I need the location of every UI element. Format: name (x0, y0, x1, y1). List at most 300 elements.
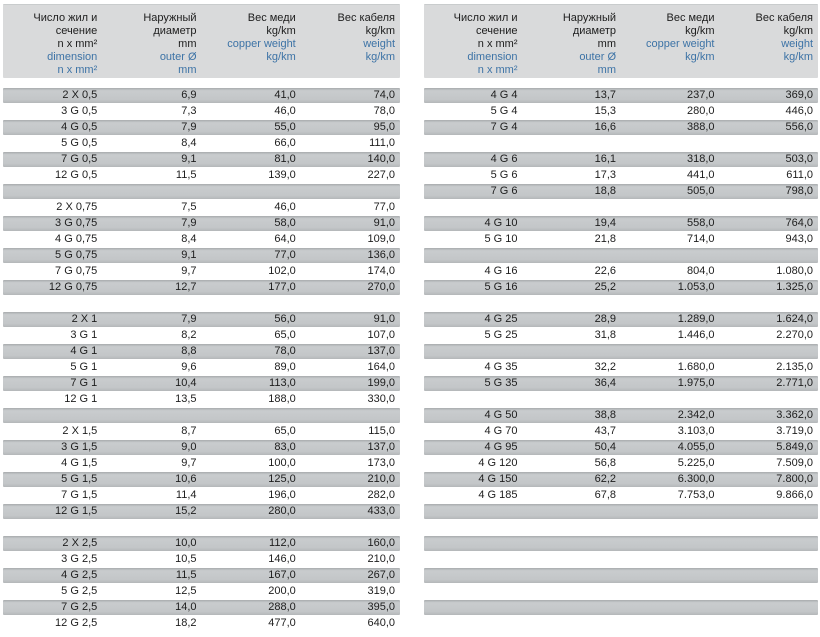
header-label-translation: n x mm² (57, 64, 98, 76)
cell-copper-weight: 77,0 (274, 249, 296, 261)
header-label: Число жил и (453, 12, 518, 24)
cell-outer-diameter: 8,7 (181, 425, 197, 437)
cell-outer-diameter: 16,1 (594, 153, 616, 165)
cell-dimension: 5 G 6 (490, 169, 518, 181)
table-row (3, 392, 400, 407)
cell-outer-diameter: 9,1 (181, 153, 197, 165)
cell-outer-diameter: 38,8 (594, 409, 616, 421)
cell-outer-diameter: 9,7 (181, 457, 197, 469)
cell-copper-weight: 64,0 (274, 233, 296, 245)
cell-copper-weight: 65,0 (274, 329, 296, 341)
header-label-translation: kg/km (365, 51, 395, 63)
cell-copper-weight: 112,0 (269, 537, 296, 549)
cell-copper-weight: 1.446,0 (677, 329, 715, 341)
cell-dimension: 2 X 2,5 (62, 537, 98, 549)
column-header-outer-diameter (523, 12, 622, 78)
cell-cable-weight: 74,0 (373, 89, 395, 101)
cell-cable-weight: 137,0 (367, 345, 395, 357)
cell-copper-weight: 2.342,0 (677, 409, 715, 421)
header-label-translation: kg/km (783, 51, 813, 63)
table-row (3, 88, 400, 103)
cell-outer-diameter: 9,1 (181, 249, 197, 261)
header-label: диаметр (572, 25, 616, 37)
cell-copper-weight: 280,0 (686, 105, 715, 117)
header-label: n x mm² (477, 38, 518, 50)
cell-cable-weight: 9.866,0 (776, 489, 813, 501)
cell-cable-weight: 556,0 (785, 121, 813, 133)
cell-dimension: 5 G 0,75 (55, 249, 98, 261)
cell-dimension: 4 G 10 (484, 217, 518, 229)
cell-copper-weight: 200,0 (268, 585, 296, 597)
spacer-row (424, 568, 818, 583)
cell-dimension: 5 G 0,5 (61, 137, 98, 149)
cable-spec-table-right (424, 4, 818, 632)
cell-cable-weight: 369,0 (785, 89, 813, 101)
table-row (3, 456, 400, 471)
cell-cable-weight: 640,0 (367, 617, 395, 629)
cell-dimension: 4 G 25 (484, 313, 518, 325)
cell-copper-weight: 505,0 (686, 185, 715, 197)
table-row (3, 616, 400, 631)
cell-cable-weight: 7.800,0 (776, 473, 813, 485)
cell-copper-weight: 58,0 (274, 217, 296, 229)
table-header (424, 4, 818, 78)
cell-dimension: 4 G 35 (484, 361, 518, 373)
table-row (424, 264, 818, 279)
column-header-copper-weight (202, 12, 301, 78)
cell-outer-diameter: 7,9 (181, 217, 197, 229)
header-label-translation: weight (363, 38, 395, 50)
cell-cable-weight: 137,0 (367, 441, 395, 453)
cell-copper-weight: 5.225,0 (677, 457, 715, 469)
spacer-row (3, 520, 400, 535)
cell-copper-weight: 318,0 (686, 153, 715, 165)
cell-cable-weight: 91,0 (373, 217, 395, 229)
table-row (3, 600, 400, 615)
cell-outer-diameter: 18,2 (175, 617, 197, 629)
cell-copper-weight: 83,0 (274, 441, 296, 453)
cell-dimension: 3 G 0,5 (61, 105, 98, 117)
cell-outer-diameter: 8,4 (181, 137, 197, 149)
cell-outer-diameter: 21,8 (594, 233, 616, 245)
cell-outer-diameter: 15,2 (175, 505, 197, 517)
cell-cable-weight: 943,0 (785, 233, 813, 245)
cell-outer-diameter: 19,4 (594, 217, 616, 229)
spacer-row (3, 408, 400, 423)
table-row (424, 232, 818, 247)
cell-copper-weight: 1.053,0 (677, 281, 715, 293)
spacer-row (3, 184, 400, 199)
cell-cable-weight: 107,0 (367, 329, 395, 341)
header-label-translation: kg/km (266, 51, 296, 63)
table-row (3, 280, 400, 295)
table-row (3, 152, 400, 167)
cell-outer-diameter: 6,9 (181, 89, 197, 101)
column-header-dimension (424, 12, 523, 78)
cell-cable-weight: 5.849,0 (776, 441, 813, 453)
cell-outer-diameter: 13,7 (594, 89, 616, 101)
column-header-cable-weight (720, 12, 819, 78)
cell-cable-weight: 199,0 (367, 377, 395, 389)
cell-outer-diameter: 9,7 (181, 265, 197, 277)
cell-cable-weight: 2.771,0 (776, 377, 813, 389)
cell-cable-weight: 2.135,0 (776, 361, 813, 373)
header-label: Наружный (562, 12, 616, 24)
cell-cable-weight: 140,0 (367, 153, 395, 165)
spacer-row (424, 616, 818, 631)
table-row (424, 280, 818, 295)
cell-outer-diameter: 28,9 (594, 313, 616, 325)
table-row (3, 424, 400, 439)
cell-cable-weight: 109,0 (367, 233, 395, 245)
table-row (424, 328, 818, 343)
table-row (3, 360, 400, 375)
cell-cable-weight: 1.080,0 (776, 265, 813, 277)
table-row (424, 168, 818, 183)
table-row (3, 248, 400, 263)
cell-dimension: 2 X 0,75 (56, 201, 98, 213)
cell-cable-weight: 2.270,0 (776, 329, 813, 341)
cell-dimension: 7 G 0,5 (61, 153, 98, 165)
cell-outer-diameter: 62,2 (594, 473, 616, 485)
cell-dimension: 5 G 1 (70, 361, 98, 373)
table-row (3, 120, 400, 135)
table-row (3, 232, 400, 247)
cell-outer-diameter: 22,6 (594, 265, 616, 277)
cell-copper-weight: 78,0 (274, 345, 296, 357)
cell-outer-diameter: 17,3 (594, 169, 616, 181)
cell-dimension: 12 G 1,5 (55, 505, 98, 517)
header-label: Вес кабеля (337, 12, 395, 24)
cell-copper-weight: 66,0 (274, 137, 296, 149)
table-row (3, 472, 400, 487)
cell-dimension: 5 G 35 (484, 377, 518, 389)
spacer-row (424, 600, 818, 615)
header-label: Вес меди (666, 12, 715, 24)
cell-cable-weight: 611,0 (786, 169, 813, 181)
cell-outer-diameter: 32,2 (594, 361, 616, 373)
spacer-row (424, 344, 818, 359)
cell-outer-diameter: 18,8 (594, 185, 616, 197)
cell-copper-weight: 288,0 (268, 601, 296, 613)
cell-copper-weight: 46,0 (274, 201, 296, 213)
cell-dimension: 4 G 0,75 (55, 233, 98, 245)
table-body (3, 88, 400, 631)
cell-outer-diameter: 10,0 (175, 537, 197, 549)
header-label-translation: mm (597, 64, 616, 76)
cell-copper-weight: 1.289,0 (677, 313, 715, 325)
cell-dimension: 4 G 2,5 (61, 569, 98, 581)
cell-copper-weight: 441,0 (686, 169, 715, 181)
cell-cable-weight: 136,0 (367, 249, 395, 261)
cell-cable-weight: 1.325,0 (776, 281, 813, 293)
cell-cable-weight: 95,0 (373, 121, 395, 133)
cell-cable-weight: 164,0 (367, 361, 395, 373)
spacer-row (424, 536, 818, 551)
cell-dimension: 3 G 1,5 (61, 441, 98, 453)
cell-cable-weight: 395,0 (367, 601, 395, 613)
cell-cable-weight: 115,0 (368, 425, 395, 437)
cell-dimension: 5 G 4 (490, 105, 518, 117)
table-row (3, 168, 400, 183)
cell-dimension: 7 G 0,75 (55, 265, 98, 277)
table-row (3, 584, 400, 599)
table-row (424, 408, 818, 423)
table-body (424, 88, 818, 631)
cell-copper-weight: 65,0 (274, 425, 296, 437)
cell-copper-weight: 7.753,0 (677, 489, 715, 501)
header-label: n x mm² (57, 38, 98, 50)
cell-outer-diameter: 12,7 (175, 281, 197, 293)
cell-copper-weight: 388,0 (686, 121, 715, 133)
table-row (3, 504, 400, 519)
cell-dimension: 4 G 1 (70, 345, 98, 357)
cell-cable-weight: 3.719,0 (776, 425, 813, 437)
cell-copper-weight: 100,0 (268, 457, 296, 469)
cell-cable-weight: 1.624,0 (776, 313, 813, 325)
table-row (424, 120, 818, 135)
header-label-translation: outer Ø (159, 51, 197, 63)
cell-outer-diameter: 12,5 (175, 585, 197, 597)
cell-dimension: 2 X 0,5 (62, 89, 98, 101)
spacer-row (3, 296, 400, 311)
cell-copper-weight: 167,0 (268, 569, 296, 581)
header-label-translation: dimension (467, 51, 518, 63)
table-row (3, 216, 400, 231)
header-label-translation: n x mm² (477, 64, 518, 76)
header-label-translation: copper weight (227, 38, 296, 50)
cell-outer-diameter: 7,9 (181, 121, 197, 133)
spacer-row (424, 520, 818, 535)
spacer-row (424, 584, 818, 599)
cell-dimension: 4 G 120 (478, 457, 518, 469)
cell-cable-weight: 160,0 (367, 537, 395, 549)
cell-outer-diameter: 10,5 (175, 553, 197, 565)
cell-outer-diameter: 8,2 (181, 329, 197, 341)
table-row (424, 312, 818, 327)
spacer-row (424, 552, 818, 567)
header-label-translation: kg/km (685, 51, 715, 63)
header-label: kg/km (365, 25, 395, 37)
header-label: kg/km (783, 25, 813, 37)
cell-copper-weight: 1.975,0 (677, 377, 715, 389)
table-row (424, 456, 818, 471)
spacer-row (424, 296, 818, 311)
cell-copper-weight: 477,0 (268, 617, 296, 629)
cell-copper-weight: 558,0 (686, 217, 715, 229)
cell-outer-diameter: 7,3 (181, 105, 197, 117)
table-row (3, 344, 400, 359)
cell-outer-diameter: 14,0 (175, 601, 197, 613)
cable-spec-table-left (3, 4, 400, 632)
cell-dimension: 3 G 0,75 (55, 217, 98, 229)
header-label: Вес меди (247, 12, 296, 24)
cell-dimension: 12 G 1 (64, 393, 98, 405)
cell-dimension: 5 G 16 (484, 281, 518, 293)
table-row (424, 216, 818, 231)
cell-dimension: 7 G 1,5 (61, 489, 98, 501)
spacer-row (424, 504, 818, 519)
cell-dimension: 4 G 70 (484, 425, 518, 437)
header-label: диаметр (153, 25, 197, 37)
cell-copper-weight: 188,0 (268, 393, 296, 405)
table-row (424, 104, 818, 119)
cell-copper-weight: 280,0 (268, 505, 296, 517)
table-row (424, 184, 818, 199)
cell-cable-weight: 267,0 (367, 569, 395, 581)
table-row (424, 376, 818, 391)
cell-cable-weight: 174,0 (367, 265, 395, 277)
cell-outer-diameter: 56,8 (594, 457, 616, 469)
header-label: Наружный (143, 12, 197, 24)
table-row (3, 376, 400, 391)
cell-dimension: 5 G 1,5 (61, 473, 98, 485)
cell-outer-diameter: 25,2 (594, 281, 616, 293)
cell-outer-diameter: 15,3 (594, 105, 616, 117)
cell-outer-diameter: 10,6 (175, 473, 197, 485)
cell-copper-weight: 55,0 (274, 121, 296, 133)
cell-cable-weight: 3.362,0 (776, 409, 813, 421)
cell-copper-weight: 714,0 (686, 233, 715, 245)
header-label: Вес кабеля (755, 12, 813, 24)
table-row (3, 552, 400, 567)
cell-copper-weight: 237,0 (686, 89, 715, 101)
cell-dimension: 12 G 0,75 (48, 281, 98, 293)
cell-dimension: 7 G 6 (490, 185, 518, 197)
header-label: сечение (55, 25, 98, 37)
cell-outer-diameter: 9,6 (181, 361, 197, 373)
cell-cable-weight: 270,0 (367, 281, 395, 293)
cell-dimension: 4 G 150 (478, 473, 518, 485)
header-label: mm (178, 38, 197, 50)
cell-copper-weight: 102,0 (268, 265, 296, 277)
cell-copper-weight: 41,0 (274, 89, 296, 101)
cell-cable-weight: 433,0 (367, 505, 395, 517)
cell-dimension: 4 G 16 (484, 265, 518, 277)
cell-dimension: 5 G 10 (484, 233, 518, 245)
cell-outer-diameter: 10,4 (175, 377, 197, 389)
table-row (424, 472, 818, 487)
header-label-translation: copper weight (646, 38, 715, 50)
cell-dimension: 12 G 0,5 (55, 169, 98, 181)
cell-outer-diameter: 36,4 (594, 377, 616, 389)
cell-outer-diameter: 11,5 (175, 169, 197, 181)
cell-outer-diameter: 8,8 (181, 345, 197, 357)
header-label-translation: dimension (47, 51, 98, 63)
column-header-dimension (3, 12, 102, 78)
cell-outer-diameter: 67,8 (594, 489, 616, 501)
header-label: kg/km (685, 25, 715, 37)
table-row (424, 424, 818, 439)
header-label: сечение (476, 25, 518, 37)
cell-copper-weight: 6.300,0 (677, 473, 715, 485)
cell-copper-weight: 125,0 (268, 473, 296, 485)
cell-dimension: 12 G 2,5 (55, 617, 98, 629)
cell-cable-weight: 503,0 (785, 153, 813, 165)
cell-copper-weight: 56,0 (274, 313, 296, 325)
table-row (3, 440, 400, 455)
cell-dimension: 7 G 1 (70, 377, 98, 389)
cell-copper-weight: 81,0 (274, 153, 296, 165)
spacer-row (424, 392, 818, 407)
cell-cable-weight: 111,0 (369, 137, 395, 149)
cell-cable-weight: 319,0 (367, 585, 395, 597)
table-row (3, 488, 400, 503)
header-label-translation: mm (178, 64, 197, 76)
cell-copper-weight: 113,0 (269, 377, 296, 389)
cell-copper-weight: 804,0 (686, 265, 715, 277)
table-row (3, 312, 400, 327)
cell-cable-weight: 282,0 (367, 489, 395, 501)
cell-dimension: 4 G 95 (484, 441, 518, 453)
cell-copper-weight: 89,0 (274, 361, 296, 373)
table-header (3, 4, 400, 78)
table-row (3, 568, 400, 583)
table-row (3, 200, 400, 215)
spacer-row (424, 200, 818, 215)
header-label: Число жил и (33, 12, 98, 24)
header-label-translation: weight (781, 38, 813, 50)
table-row (424, 488, 818, 503)
cell-copper-weight: 46,0 (274, 105, 296, 117)
cell-cable-weight: 330,0 (367, 393, 395, 405)
cell-dimension: 4 G 6 (490, 153, 518, 165)
table-row (424, 88, 818, 103)
cell-dimension: 5 G 2,5 (61, 585, 98, 597)
cell-dimension: 4 G 1,5 (61, 457, 98, 469)
table-row (424, 440, 818, 455)
table-row (3, 264, 400, 279)
table-row (3, 328, 400, 343)
cell-outer-diameter: 13,5 (175, 393, 197, 405)
header-label: kg/km (266, 25, 296, 37)
table-row (3, 136, 400, 151)
cell-outer-diameter: 43,7 (594, 425, 616, 437)
cell-copper-weight: 177,0 (268, 281, 296, 293)
cell-cable-weight: 7.509,0 (776, 457, 813, 469)
cell-copper-weight: 196,0 (268, 489, 296, 501)
cell-outer-diameter: 16,6 (594, 121, 616, 133)
cell-cable-weight: 446,0 (785, 105, 813, 117)
cell-dimension: 3 G 2,5 (61, 553, 98, 565)
cell-copper-weight: 4.055,0 (677, 441, 715, 453)
spacer-row (424, 136, 818, 151)
cell-dimension: 4 G 0,5 (61, 121, 98, 133)
table-row (424, 152, 818, 167)
cell-dimension: 4 G 185 (478, 489, 518, 501)
cell-cable-weight: 227,0 (367, 169, 395, 181)
cell-copper-weight: 139,0 (268, 169, 296, 181)
cell-cable-weight: 173,0 (367, 457, 395, 469)
cell-dimension: 7 G 2,5 (61, 601, 98, 613)
column-header-copper-weight (621, 12, 720, 78)
cell-dimension: 7 G 4 (490, 121, 518, 133)
cell-dimension: 2 X 1,5 (62, 425, 98, 437)
cell-cable-weight: 210,0 (367, 553, 395, 565)
table-row (424, 360, 818, 375)
column-header-outer-diameter (102, 12, 201, 78)
cell-outer-diameter: 11,4 (175, 489, 197, 501)
header-label: mm (597, 38, 616, 50)
cell-outer-diameter: 31,8 (594, 329, 616, 341)
cell-dimension: 5 G 25 (484, 329, 518, 341)
table-row (3, 104, 400, 119)
cell-copper-weight: 3.103,0 (677, 425, 715, 437)
cell-dimension: 2 X 1 (71, 313, 98, 325)
column-header-cable-weight (301, 12, 400, 78)
cell-outer-diameter: 50,4 (594, 441, 616, 453)
table-row (3, 536, 400, 551)
